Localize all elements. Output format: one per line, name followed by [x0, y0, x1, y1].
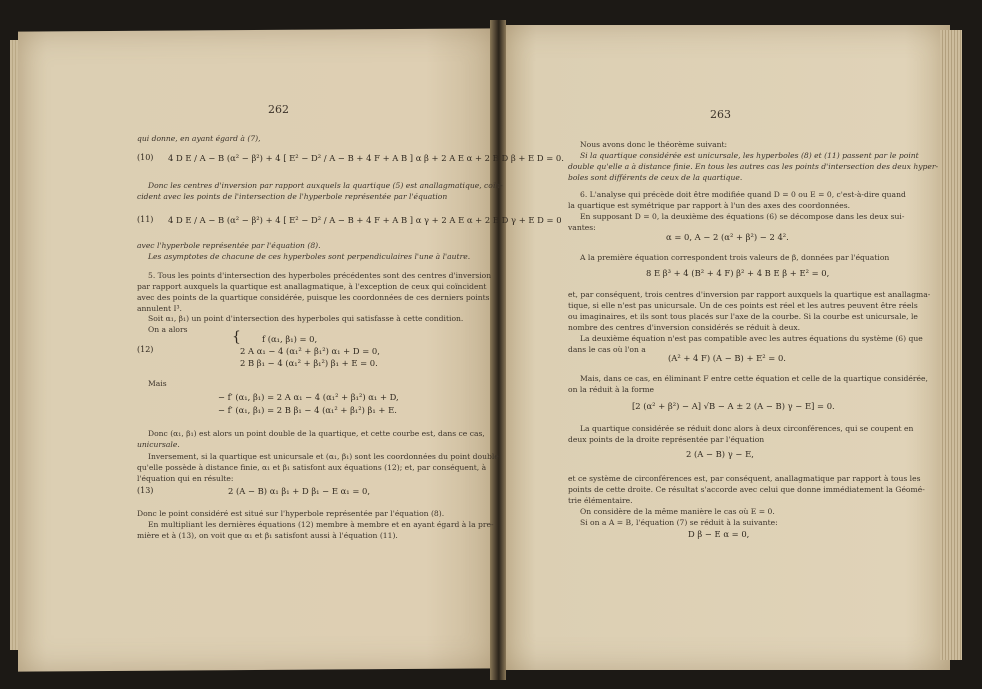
left-text-line: Donc le point considéré est situé sur l'hyperbole représentée par l'équation (8).	[137, 509, 445, 518]
left-text-line: mière et à (13), on voit que α₁ et β₁ satisfont aussi à l'équation (11).	[137, 531, 398, 540]
right-text-line: la quartique est symétrique par rapport à l'un des axes des coordonnées.	[568, 201, 851, 210]
right-text-line: En supposant D = 0, la deuxième des équations (6) se décompose dans les deux sui-	[580, 212, 905, 221]
right-text-line: et, par conséquent, trois centres d'inversion par rapport auxquels la quartique est anallagma-	[568, 290, 931, 299]
left-text-line: avec l'hyperbole représentée par l'équation (8).	[137, 241, 321, 250]
left-text-line: qui donne, en ayant égard à (7),	[137, 134, 261, 143]
left-text-line: unicursale.	[137, 440, 180, 449]
eq10: 4 D E / A − B (α² − β²) + 4 [ E² − D² / A − B + 4 F + A B ] α β + 2 A E α + 2 B D β + E D = 0.	[168, 153, 564, 163]
left-text-line: Les asymptotes de chacune de ces hyperboles sont perpendiculaires l'une à l'autre.	[148, 252, 471, 261]
right-text-line: Nous avons donc le théorème suivant:	[580, 140, 728, 149]
right-page-edges	[940, 30, 962, 660]
mais-eq-1: − f′ (α₁, β₁) = 2 A α₁ − 4 (α₁² + β₁²) α₁ + D,	[218, 392, 399, 402]
right-eq-4: [2 (α² + β²) − A] √B − A ± 2 (A − B) γ − E] = 0.	[632, 401, 835, 411]
right-text-line: vantes:	[568, 223, 596, 232]
left-text-line: Mais	[148, 379, 167, 388]
eq11: 4 D E / A − B (α² − β²) + 4 [ E² − D² / A − B + 4 F + A B ] α γ + 2 A E α + 2 B D γ + E D = 0	[168, 215, 562, 225]
left-text-line: Soit α₁, β₁) un point d'intersection des hyperboles qui satisfasse à cette condition.	[148, 314, 464, 323]
brace-icon: {	[232, 329, 241, 345]
left-text-line: Inversement, si la quartique est unicursale et (α₁, β₁) sont les coordonnées du point double	[148, 452, 499, 461]
right-eq-2: 8 E β³ + 4 (B² + 4 F) β² + 4 B E β + E² = 0,	[646, 268, 830, 278]
right-text-line: dans le cas où l'on a	[568, 345, 646, 354]
system12-line-3: 2 B β₁ − 4 (α₁² + β₁²) β₁ + E = 0.	[240, 358, 378, 368]
right-text-line: Mais, dans ce cas, en éliminant F entre cette équation et celle de la quartique considérée,	[580, 374, 928, 383]
left-text-line: En multipliant les dernières équations (12) membre à membre et en ayant égard à la pre-	[148, 520, 494, 529]
left-text-line: par rapport auxquels la quartique est anallagmatique, à l'exception de ceux qui coïncident	[137, 282, 487, 291]
right-text-line: ou imaginaires, et ils sont tous placés sur l'axe de la courbe. Si la courbe est unicursale, le	[568, 312, 918, 321]
mais-eq-2: − f′ (α₁, β₁) = 2 B β₁ − 4 (α₁² + β₁²) β₁ + E.	[218, 405, 397, 415]
right-eq-6: D β − E α = 0,	[688, 529, 750, 539]
system12-line-1: f (α₁, β₁) = 0,	[262, 334, 318, 344]
right-text-line: La quartique considérée se réduit donc alors à deux circonférences, qui se coupent en	[580, 424, 914, 433]
system12-line-2: 2 A α₁ − 4 (α₁² + β₁²) α₁ + D = 0,	[240, 346, 380, 356]
right-text-line: boles sont différents de ceux de la quartique.	[568, 173, 743, 182]
left-text-line: 5. Tous les points d'intersection des hyperboles précédentes sont des centres d'inversion	[148, 271, 492, 280]
right-text-line: nombre des centres d'inversion considérés se réduit à deux.	[568, 323, 801, 332]
left-page-number: 262	[268, 103, 289, 116]
right-text-line: on la réduit à la forme	[568, 385, 655, 394]
right-text-line: On considère de la même manière le cas où E = 0.	[580, 507, 775, 516]
book-gutter	[490, 20, 506, 680]
right-text-line: A la première équation correspondent trois valeurs de β, données par l'équation	[580, 253, 890, 262]
eq11-label: (11)	[137, 215, 154, 224]
right-text-line: Si on a A = B, l'équation (7) se réduit à la suivante:	[580, 518, 778, 527]
right-text-line: 6. L'analyse qui précède doit être modifiée quand D = 0 ou E = 0, c'est-à-dire quand	[580, 190, 906, 199]
eq12-label: (12)	[137, 345, 154, 354]
right-eq-3: (A² + 4 F) (A − B) + E² = 0.	[668, 353, 786, 363]
left-text-line: l'équation qui en résulte:	[137, 474, 234, 483]
left-text-line: annulent I³.	[137, 304, 182, 313]
right-page-number: 263	[710, 108, 731, 121]
left-text-line: Donc les centres d'inversion par rapport auxquels la quartique (5) est anallagmatique, coïn-	[148, 181, 503, 190]
eq10-label: (10)	[137, 153, 154, 162]
eq13: 2 (A − B) α₁ β₁ + D β₁ − E α₁ = 0,	[228, 486, 370, 496]
left-text-line: qu'elle possède à distance finie, α₁ et β₁ satisfont aux équations (12); et, par conséquent, à	[137, 463, 487, 472]
right-text-line: La deuxième équation n'est pas compatible avec les autres équations du système (6) que	[580, 334, 923, 343]
right-eq-5: 2 (A − B) γ − E,	[686, 449, 754, 459]
eq13-label: (13)	[137, 486, 154, 495]
right-text-line: deux points de la droite représentée par l'équation	[568, 435, 765, 444]
right-text-line: Si la quartique considérée est unicursale, les hyperboles (8) et (11) passent par le point	[580, 151, 919, 160]
right-text-line: double qu'elle a à distance finie. En tous les autres cas les points d'intersection des deux hyper-	[568, 162, 939, 171]
left-text-line: avec des points de la quartique considérée, puisque les coordonnées de ces derniers points	[137, 293, 490, 302]
right-text-line: et ce système de circonférences est, par conséquent, anallagmatique par rapport à tous les	[568, 474, 921, 483]
left-text-line: cident avec les points de l'intersection de l'hyperbole représentée par l'équation	[137, 192, 448, 201]
right-text-line: trie élémentaire.	[568, 496, 633, 505]
right-eq-1: α = 0, A − 2 (α² + β²) − 2 4².	[666, 232, 789, 242]
left-text-line: Donc (α₁, β₁) est alors un point double de la quartique, et cette courbe est, dans ce cas,	[148, 429, 485, 438]
right-text-line: tique, si elle n'est pas unicursale. Un de ces points est réel et les autres peuvent être réels	[568, 301, 918, 310]
right-text-line: points de cette droite. Ce résultat s'accorde avec celui que donne immédiatement la Géomé-	[568, 485, 925, 494]
left-text-line: On a alors	[148, 325, 188, 334]
